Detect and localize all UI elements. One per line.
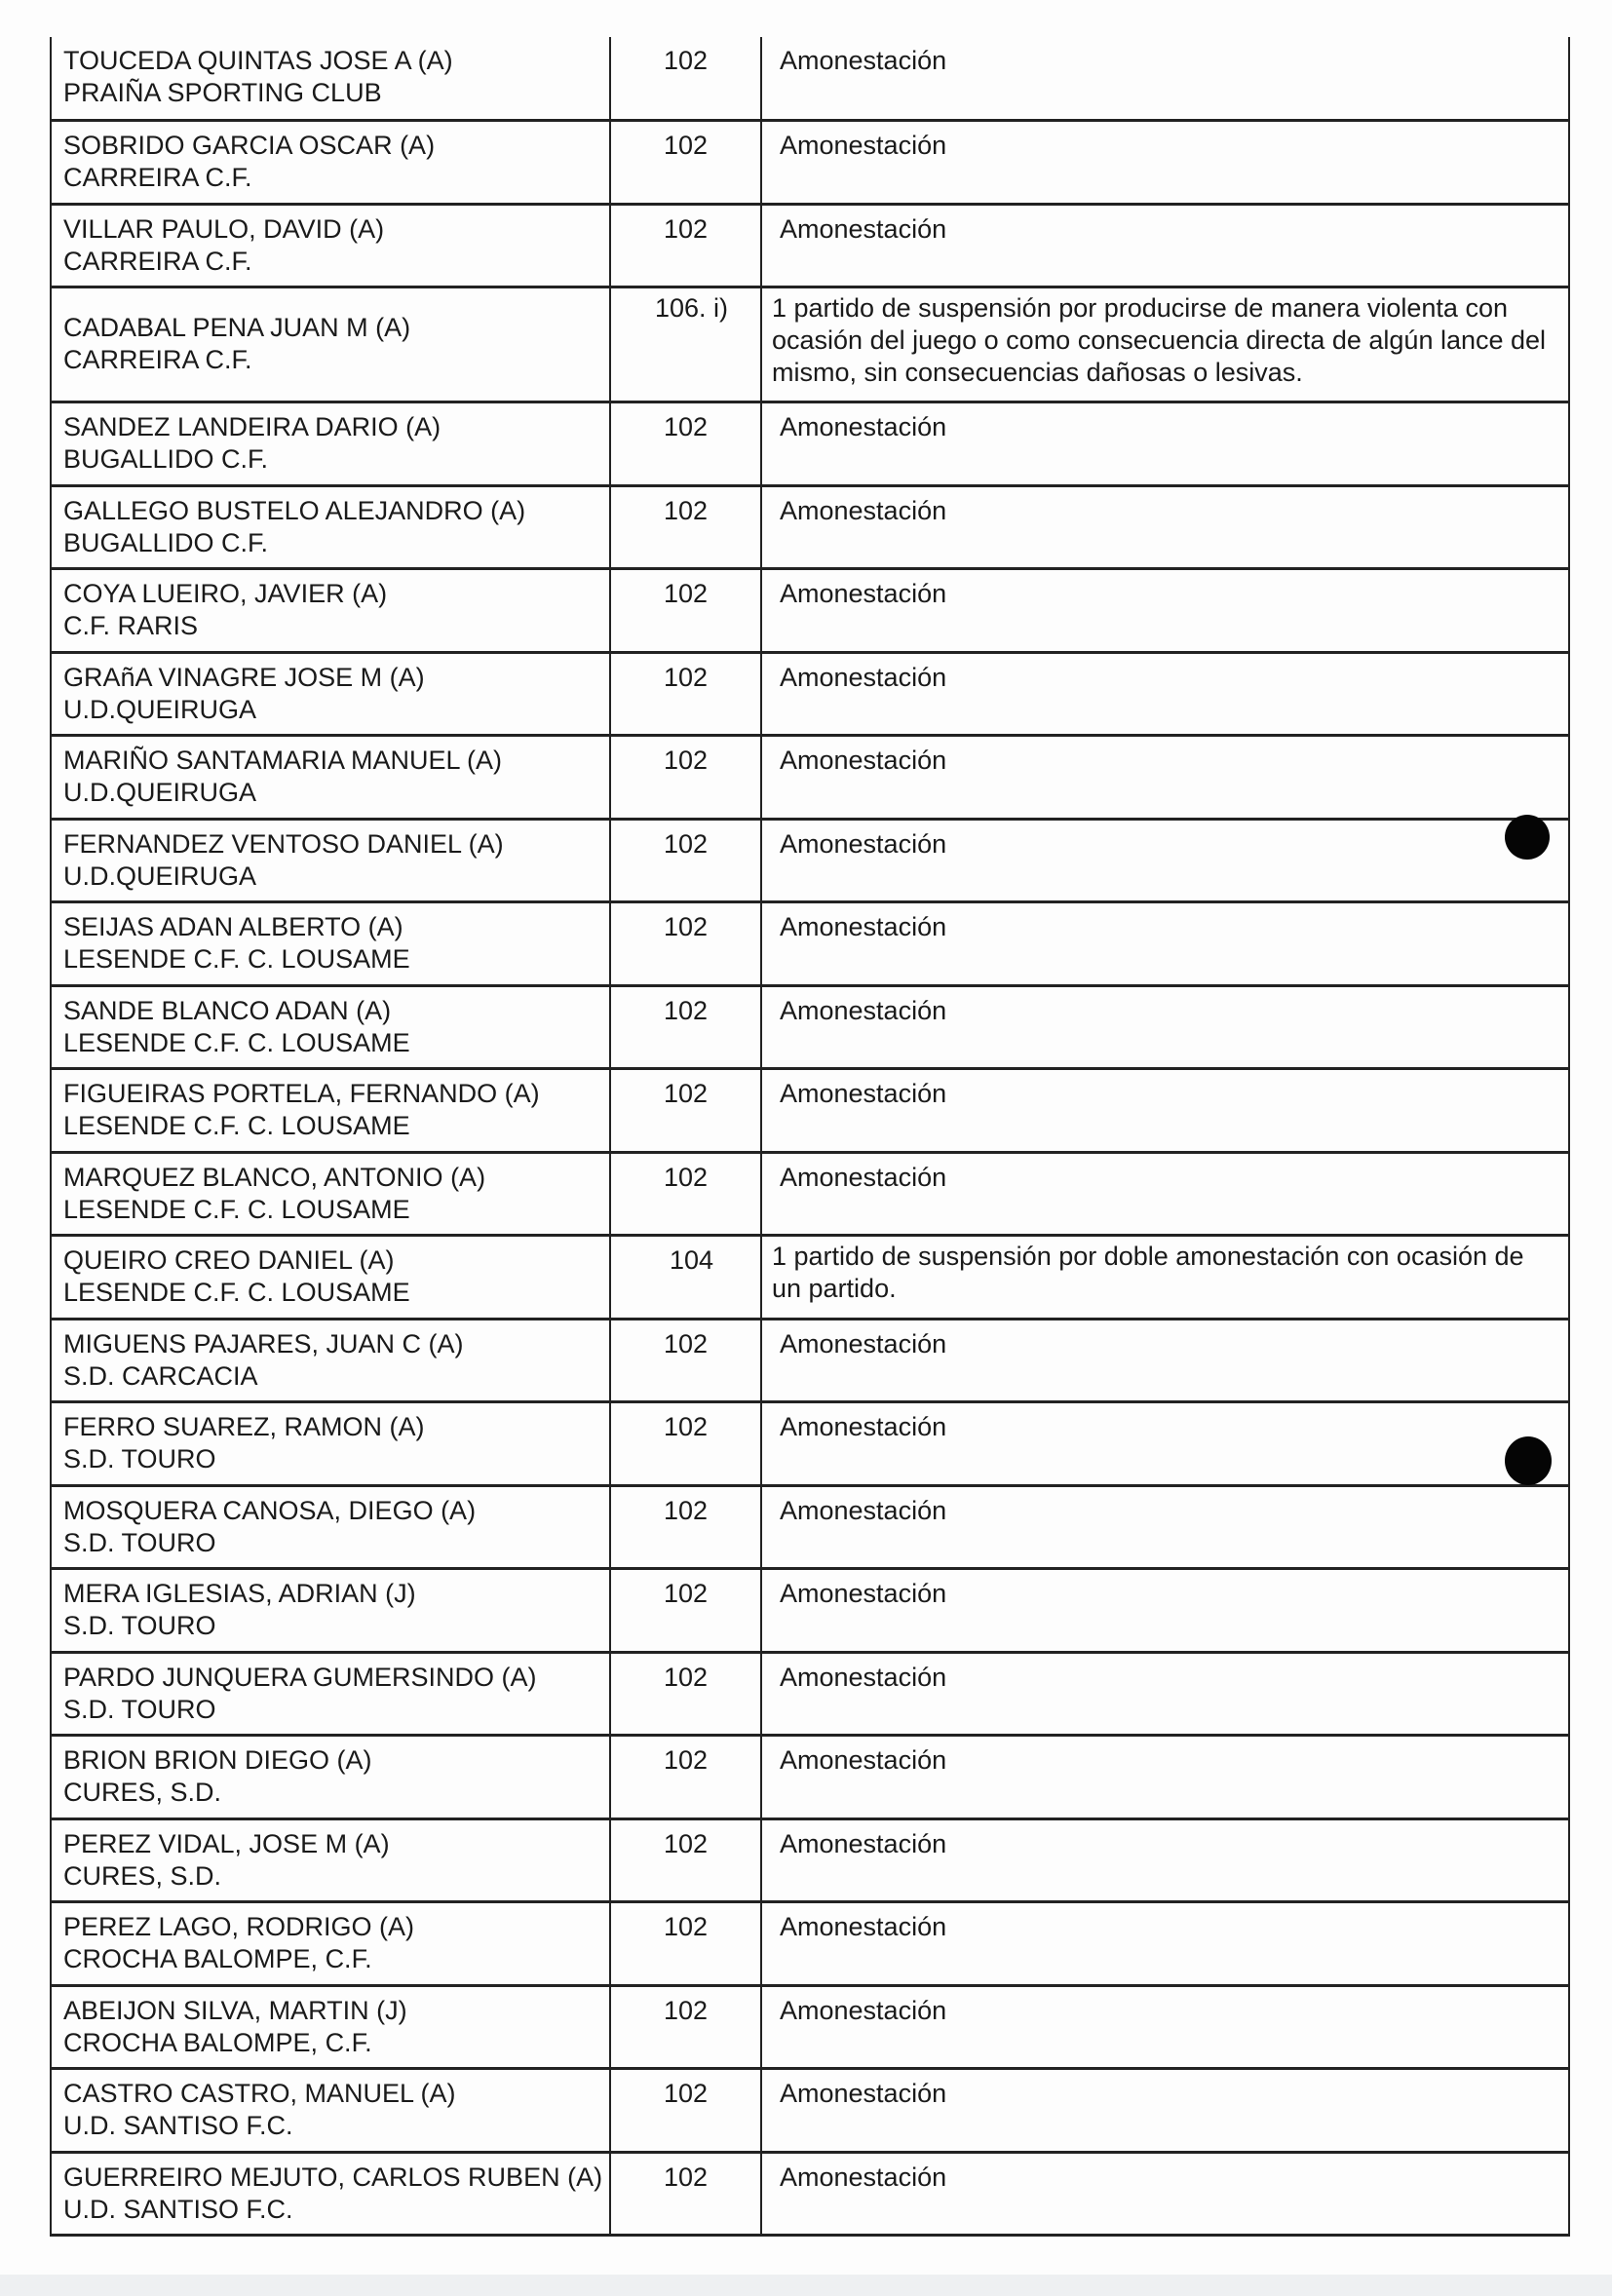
club-name: CROCHA BALOMPE, C.F. — [63, 2027, 372, 2057]
table-row — [51, 1652, 1569, 1736]
table-row — [51, 37, 1569, 121]
player-name: SANDE BLANCO ADAN (A) — [63, 995, 392, 1025]
sanction-text: Amonestación — [761, 736, 1569, 820]
article-code: 102 — [610, 1569, 761, 1653]
table-row — [51, 1902, 1569, 1986]
player-cell — [51, 121, 610, 205]
table-row — [51, 1402, 1569, 1486]
table-row — [51, 985, 1569, 1069]
club-name: BUGALLIDO C.F. — [63, 527, 269, 557]
player-cell — [51, 985, 610, 1069]
table-row — [51, 1485, 1569, 1569]
table-row — [51, 1236, 1569, 1320]
scan-edge — [0, 2275, 1612, 2296]
player-cell — [51, 652, 610, 736]
article-code: 102 — [610, 37, 761, 121]
player-name: FIGUEIRAS PORTELA, FERNANDO (A) — [63, 1079, 540, 1108]
sanction-text: Amonestación — [761, 204, 1569, 287]
player-name: GUERREIRO MEJUTO, CARLOS RUBEN (A) — [63, 2162, 603, 2192]
table-row — [51, 1569, 1569, 1653]
sanction-text: Amonestación — [761, 485, 1569, 569]
article-code: 102 — [610, 1985, 761, 2069]
table-row — [51, 652, 1569, 736]
club-name: C.F. RARIS — [63, 611, 199, 640]
sanction-text: Amonestación — [761, 1152, 1569, 1236]
club-name: S.D. TOURO — [63, 1694, 216, 1724]
club-name: CROCHA BALOMPE, C.F. — [63, 1944, 372, 1973]
article-code: 102 — [610, 121, 761, 205]
table-row — [51, 902, 1569, 986]
player-cell — [51, 1319, 610, 1402]
article-code: 102 — [610, 1319, 761, 1402]
player-cell — [51, 402, 610, 486]
player-name: SANDEZ LANDEIRA DARIO (A) — [63, 412, 441, 441]
club-name: S.D. TOURO — [63, 1611, 216, 1640]
table-row — [51, 204, 1569, 287]
club-name: CURES, S.D. — [63, 1860, 222, 1891]
player-cell — [51, 485, 610, 569]
table-row — [51, 2152, 1569, 2236]
sanction-text: Amonestación — [761, 1985, 1569, 2069]
sanction-text: 1 partido de suspensión por doble amonestación con ocasión de un partido. — [761, 1236, 1569, 1320]
club-name: LESENDE C.F. C. LOUSAME — [63, 1278, 410, 1307]
player-name: GRAñA VINAGRE JOSE M (A) — [63, 662, 425, 692]
player-cell — [51, 1069, 610, 1153]
sanction-text: Amonestación — [761, 1319, 1569, 1402]
club-name: U.D.QUEIRUGA — [63, 861, 257, 891]
punch-hole-mark — [1505, 815, 1550, 860]
club-name: S.D. TOURO — [63, 1527, 216, 1557]
sanction-text: Amonestación — [761, 569, 1569, 653]
article-code: 102 — [610, 736, 761, 820]
sanction-text: Amonestación — [761, 2069, 1569, 2153]
article-code: 102 — [610, 652, 761, 736]
player-cell — [51, 902, 610, 986]
table-row — [51, 287, 1569, 402]
club-name: U.D. SANTISO F.C. — [63, 2111, 293, 2140]
player-cell — [51, 1818, 610, 1902]
club-name: CARREIRA C.F. — [63, 246, 252, 276]
player-cell — [51, 1152, 610, 1236]
player-name: BRION BRION DIEGO (A) — [63, 1745, 372, 1775]
player-name: MIGUENS PAJARES, JUAN C (A) — [63, 1328, 464, 1358]
sanction-text: Amonestación — [761, 1818, 1569, 1902]
player-cell — [51, 2152, 610, 2236]
player-name: FERNANDEZ VENTOSO DANIEL (A) — [63, 828, 504, 859]
player-cell — [51, 2069, 610, 2153]
sanction-text: Amonestación — [761, 121, 1569, 205]
club-name: BUGALLIDO C.F. — [63, 444, 269, 474]
table-row — [51, 569, 1569, 653]
club-name: CARREIRA C.F. — [63, 163, 252, 192]
player-name: ABEIJON SILVA, MARTIN (J) — [63, 1995, 407, 2025]
sanction-text: Amonestación — [761, 1902, 1569, 1986]
table-row — [51, 2069, 1569, 2153]
sanction-text: Amonestación — [761, 1069, 1569, 1153]
player-name: PARDO JUNQUERA GUMERSINDO (A) — [63, 1662, 537, 1692]
sanction-text: Amonestación — [761, 1402, 1569, 1486]
player-cell — [51, 287, 610, 402]
sanction-text: Amonestación — [761, 1652, 1569, 1736]
club-name: U.D. SANTISO F.C. — [63, 2194, 293, 2224]
article-code: 102 — [610, 485, 761, 569]
sanction-text: Amonestación — [761, 652, 1569, 736]
table-row — [51, 1985, 1569, 2069]
sanction-text: Amonestación — [761, 2152, 1569, 2236]
sanction-text: Amonestación — [761, 1736, 1569, 1819]
player-cell — [51, 1985, 610, 2069]
article-code: 102 — [610, 902, 761, 986]
player-name: CADABAL PENA JUAN M (A) — [63, 313, 411, 342]
sanction-text: Amonestación — [761, 1569, 1569, 1653]
sanction-text: Amonestación — [761, 902, 1569, 986]
club-name: U.D.QUEIRUGA — [63, 778, 257, 807]
article-code: 102 — [610, 1818, 761, 1902]
sanction-text: Amonestación — [761, 985, 1569, 1069]
club-name: PRAIÑA SPORTING CLUB — [63, 78, 382, 107]
player-name: QUEIRO CREO DANIEL (A) — [63, 1245, 395, 1275]
player-cell — [51, 1402, 610, 1486]
player-cell — [51, 736, 610, 820]
player-name: VILLAR PAULO, DAVID (A) — [63, 213, 385, 244]
player-name: SOBRIDO GARCIA OSCAR (A) — [63, 131, 436, 160]
table-row — [51, 1736, 1569, 1819]
sanctions-table — [50, 37, 1570, 2237]
article-code: 102 — [610, 1069, 761, 1153]
article-code: 106. i) — [610, 287, 761, 402]
player-cell — [51, 1652, 610, 1736]
punch-hole-mark — [1505, 1436, 1552, 1485]
player-name: PEREZ VIDAL, JOSE M (A) — [63, 1828, 390, 1858]
player-cell — [51, 1569, 610, 1653]
article-code: 102 — [610, 1902, 761, 1986]
article-code: 102 — [610, 2152, 761, 2236]
article-code: 102 — [610, 985, 761, 1069]
table-row — [51, 736, 1569, 820]
article-code: 102 — [610, 1736, 761, 1819]
article-code: 102 — [610, 1652, 761, 1736]
article-code: 102 — [610, 819, 761, 902]
player-name: COYA LUEIRO, JAVIER (A) — [63, 579, 388, 608]
player-name: PEREZ LAGO, RODRIGO (A) — [63, 1912, 415, 1941]
player-cell — [51, 1736, 610, 1819]
player-name: GALLEGO BUSTELO ALEJANDRO (A) — [63, 495, 526, 525]
player-cell — [51, 1236, 610, 1320]
table-row — [51, 121, 1569, 205]
article-code: 102 — [610, 204, 761, 287]
table-row — [51, 1069, 1569, 1153]
sanction-text: Amonestación — [761, 819, 1569, 902]
player-name: FERRO SUAREZ, RAMON (A) — [63, 1412, 425, 1441]
player-name: MARIÑO SANTAMARIA MANUEL (A) — [63, 746, 503, 775]
club-name: LESENDE C.F. C. LOUSAME — [63, 1111, 410, 1140]
player-name: MOSQUERA CANOSA, DIEGO (A) — [63, 1495, 477, 1525]
table-row — [51, 1152, 1569, 1236]
table-row — [51, 1319, 1569, 1402]
table-row — [51, 485, 1569, 569]
player-cell — [51, 1485, 610, 1569]
player-cell — [51, 1902, 610, 1986]
player-name: MARQUEZ BLANCO, ANTONIO (A) — [63, 1162, 486, 1192]
club-name: U.D.QUEIRUGA — [63, 694, 257, 724]
player-cell — [51, 569, 610, 653]
table-row — [51, 819, 1569, 902]
player-cell — [51, 37, 610, 121]
article-code: 102 — [610, 1485, 761, 1569]
article-code: 102 — [610, 402, 761, 486]
club-name: CURES, S.D. — [63, 1778, 222, 1807]
club-name: LESENDE C.F. C. LOUSAME — [63, 1194, 410, 1224]
club-name: S.D. CARCACIA — [63, 1360, 258, 1391]
player-cell — [51, 204, 610, 287]
sanction-text: Amonestación — [761, 402, 1569, 486]
sanction-text: Amonestación — [761, 37, 1569, 121]
article-code: 102 — [610, 1402, 761, 1486]
player-name: TOUCEDA QUINTAS JOSE A (A) — [63, 46, 453, 75]
table-row — [51, 402, 1569, 486]
club-name: S.D. TOURO — [63, 1444, 216, 1473]
club-name: LESENDE C.F. C. LOUSAME — [63, 1027, 410, 1057]
article-code: 102 — [610, 569, 761, 653]
player-name: SEIJAS ADAN ALBERTO (A) — [63, 912, 403, 941]
article-code: 104 — [610, 1236, 761, 1320]
player-name: MERA IGLESIAS, ADRIAN (J) — [63, 1579, 416, 1608]
player-cell — [51, 819, 610, 902]
club-name: LESENDE C.F. C. LOUSAME — [63, 944, 410, 974]
sanction-text: Amonestación — [761, 1485, 1569, 1569]
article-code: 102 — [610, 1152, 761, 1236]
club-name: CARREIRA C.F. — [63, 345, 252, 374]
sanction-text: 1 partido de suspensión por producirse de manera violenta con ocasión del juego o como consecuencia directa de algún lance del mismo, sin consecuencias dañosas o lesivas. — [761, 287, 1569, 402]
player-name: CASTRO CASTRO, MANUEL (A) — [63, 2079, 456, 2108]
table-row — [51, 1818, 1569, 1902]
article-code: 102 — [610, 2069, 761, 2153]
